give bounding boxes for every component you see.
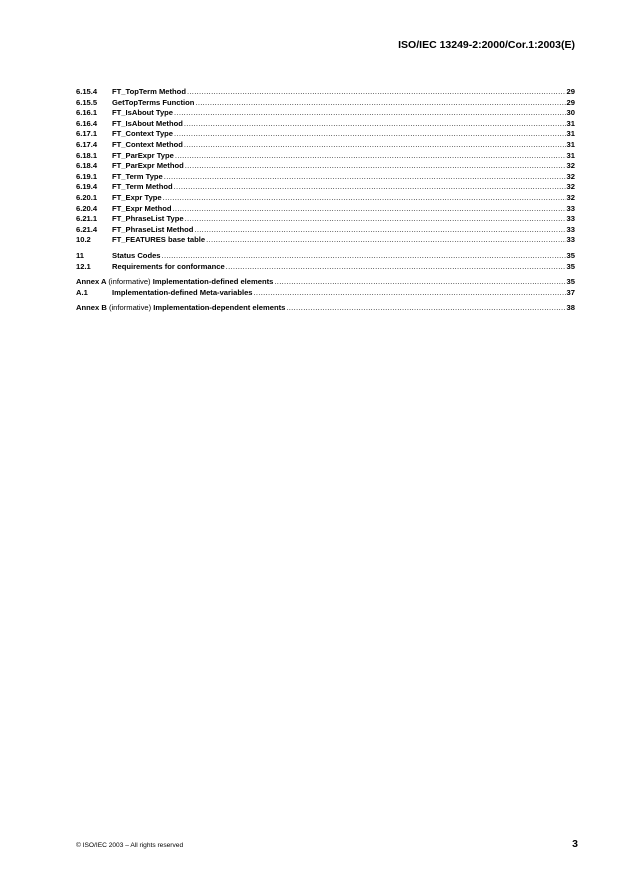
toc-entry[interactable]: [76, 204, 575, 215]
toc-entry-page: 33: [566, 224, 575, 234]
toc-entry-title: FT_PhraseList Method: [112, 224, 194, 234]
toc-entry-title: FT_PhraseList Type: [112, 214, 184, 224]
toc-entry-number: 12.1: [76, 261, 91, 271]
toc-entry-page: 33: [566, 203, 575, 213]
toc-entry-page: 30: [566, 108, 575, 118]
toc-entry-page: 31: [566, 139, 575, 149]
copyright-notice: © ISO/IEC 2003 – All rights reserved: [76, 842, 184, 849]
toc-entry-page: 32: [566, 161, 575, 171]
toc-entry-title: FT_IsAbout Type: [112, 108, 174, 118]
leader-dots: [195, 98, 565, 109]
leader-dots: [175, 151, 566, 162]
toc-entry-page: 31: [566, 118, 575, 128]
toc-entry-number: 6.17.1: [76, 129, 98, 139]
toc-entry-title: GetTopTerms Function: [112, 97, 195, 107]
toc-entry-number: 11: [76, 250, 85, 260]
leader-dots: [164, 172, 566, 183]
toc-entry-page: 29: [566, 97, 575, 107]
toc-entry-title: FT_ParExpr Type: [112, 150, 174, 160]
toc-group-2: [76, 251, 575, 272]
toc-entry-page: 32: [566, 192, 575, 202]
toc-entry-number: 6.18.4: [76, 161, 98, 171]
leader-dots: [274, 277, 565, 288]
toc-annex-a1[interactable]: [76, 288, 575, 299]
leader-dots: [184, 140, 566, 151]
toc-entry[interactable]: [76, 87, 575, 98]
toc-entry-page: 32: [566, 171, 575, 181]
leader-dots: [174, 108, 566, 119]
toc-entry-page: 33: [566, 235, 575, 245]
leader-dots: [254, 288, 566, 299]
toc-entry-number: 6.16.1: [76, 108, 98, 118]
toc-entry-number: 6.21.4: [76, 224, 98, 234]
leader-dots: [185, 214, 566, 225]
table-of-contents: [76, 87, 575, 314]
document-header: ISO/IEC 13249-2:2000/Cor.1:2003(E): [398, 39, 575, 51]
toc-annex-a[interactable]: [76, 277, 575, 288]
leader-dots: [226, 262, 566, 273]
toc-group-1: [76, 87, 575, 246]
toc-entry-number: 6.20.1: [76, 192, 98, 202]
toc-entry-page: 29: [566, 87, 575, 96]
leader-dots: [173, 204, 566, 215]
toc-entry-page: 35: [566, 261, 575, 271]
toc-entry[interactable]: [76, 262, 575, 273]
page-number: 3: [572, 838, 578, 850]
toc-entry[interactable]: [76, 129, 575, 140]
toc-entry-number: 6.21.1: [76, 214, 98, 224]
toc-entry[interactable]: [76, 193, 575, 204]
toc-entry-title: FT_Term Method: [112, 182, 173, 192]
toc-entry-number: 6.15.4: [76, 87, 98, 96]
toc-entry-number: 6.18.1: [76, 150, 98, 160]
toc-entry-page: 31: [566, 150, 575, 160]
toc-entry-number: 6.20.4: [76, 203, 98, 213]
toc-entry[interactable]: [76, 119, 575, 130]
toc-entry-title: FT_FEATURES base table: [112, 235, 206, 245]
toc-entry-title: FT_Term Type: [112, 171, 163, 181]
toc-entry-title: FT_IsAbout Method: [112, 118, 183, 128]
leader-dots: [174, 182, 566, 193]
leader-dots: [187, 87, 566, 98]
toc-entry-page: 31: [566, 129, 575, 139]
toc-entry-title: FT_TopTerm Method: [112, 87, 186, 96]
toc-entry-title: FT_Expr Type: [112, 192, 162, 202]
toc-entry-number: 6.19.4: [76, 182, 98, 192]
toc-entry-page: 35: [566, 250, 575, 260]
toc-entry-title: FT_ParExpr Method: [112, 161, 184, 171]
toc-entry[interactable]: [76, 140, 575, 151]
toc-entry-title: FT_Expr Method: [112, 203, 172, 213]
leader-dots: [184, 119, 566, 130]
leader-dots: [286, 303, 565, 314]
toc-entry-number: 6.15.5: [76, 97, 98, 107]
leader-dots: [185, 161, 566, 172]
annex-a-page: 35: [566, 277, 575, 287]
toc-entry[interactable]: [76, 182, 575, 193]
toc-entry[interactable]: [76, 251, 575, 262]
leader-dots: [206, 235, 565, 246]
leader-dots: [163, 193, 566, 204]
toc-entry[interactable]: [76, 161, 575, 172]
toc-entry[interactable]: [76, 172, 575, 183]
leader-dots: [162, 251, 566, 262]
toc-entry-title: FT_Context Method: [112, 139, 183, 149]
leader-dots: [194, 225, 565, 236]
toc-entry-title: FT_Context Type: [112, 129, 174, 139]
toc-entry-title: Status Codes: [112, 250, 161, 260]
toc-entry-number: 6.19.1: [76, 171, 98, 181]
toc-entry[interactable]: [76, 225, 575, 236]
toc-entry-title: Requirements for conformance: [112, 261, 225, 271]
toc-entry-page: 32: [566, 182, 575, 192]
annex-a-heading: Annex A (informative) Implementation-defined elements: [76, 277, 274, 287]
toc-entry[interactable]: [76, 98, 575, 109]
leader-dots: [174, 129, 566, 140]
toc-entry-number: 6.17.4: [76, 139, 98, 149]
toc-entry[interactable]: [76, 108, 575, 119]
annex-b-heading: Annex B (informative) Implementation-dependent elements: [76, 303, 286, 313]
annex-a1-title: Implementation-defined Meta-variables: [112, 287, 253, 297]
annex-a1-page: 37: [566, 287, 575, 297]
toc-annex-b[interactable]: [76, 303, 575, 314]
toc-entry[interactable]: [76, 214, 575, 225]
toc-entry[interactable]: [76, 151, 575, 162]
annex-a1-number: A.1: [76, 287, 88, 297]
annex-b-page: 38: [566, 303, 575, 313]
toc-entry-page: 33: [566, 214, 575, 224]
toc-entry[interactable]: [76, 235, 575, 246]
toc-entry-number: 10.2: [76, 235, 91, 245]
toc-entry-number: 6.16.4: [76, 118, 98, 128]
